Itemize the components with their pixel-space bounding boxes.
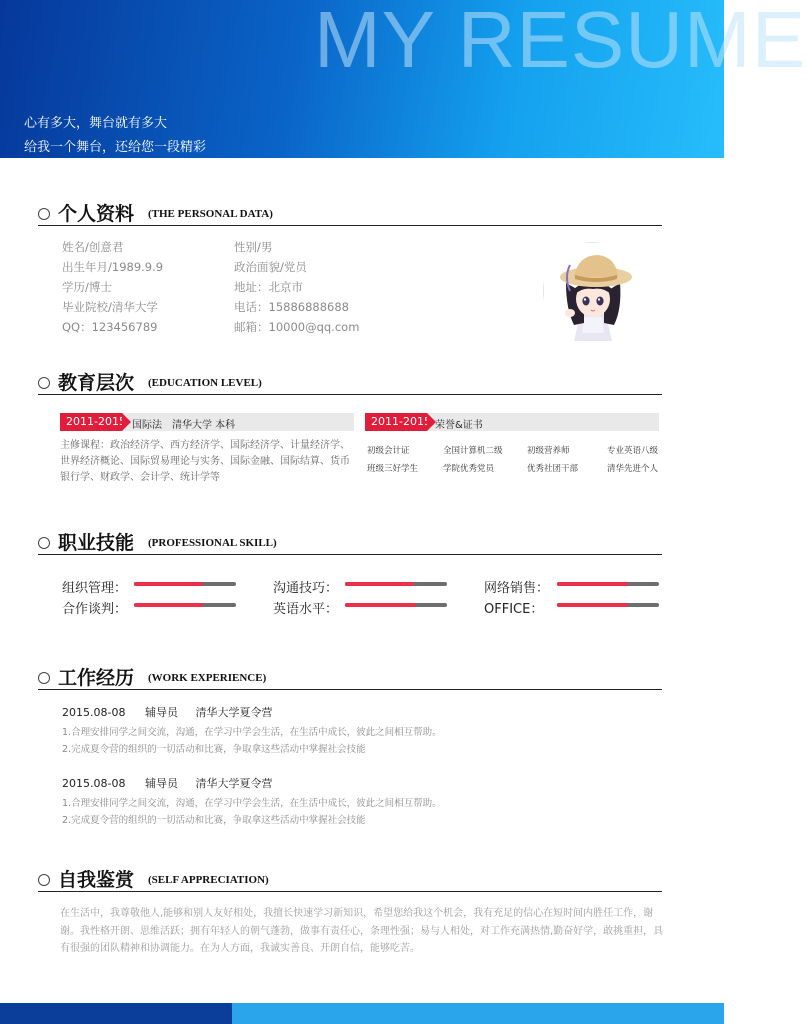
self-section-heading (38, 868, 662, 892)
skill-bar-fill (345, 603, 416, 607)
skill-label: 英语水平： (273, 602, 339, 617)
education-section-heading (38, 371, 662, 395)
politics-field: 政治面貌/党员 (234, 260, 307, 274)
period-tag: 2011-2015 (60, 413, 122, 431)
avatar (543, 242, 641, 340)
cert-item: 全国计算机二级 (443, 446, 503, 456)
work-role: 辅导员 (144, 706, 178, 719)
skill-label: OFFICE： (484, 602, 544, 617)
section-subtitle: (SELF APPRECIATION) (148, 874, 269, 886)
footer-bar-left (0, 1003, 232, 1024)
resume-title: MY RESUME (314, 0, 806, 84)
section-subtitle: (THE PERSONAL DATA) (148, 208, 273, 220)
school-label: 清华大学 本科 (172, 420, 236, 431)
work-entry-header (62, 704, 272, 720)
bullet-circle-icon (38, 537, 50, 549)
section-subtitle: (EDUCATION LEVEL) (148, 377, 262, 389)
email-field: 邮箱：10000@qq.com (234, 320, 360, 334)
cert-item: 学院优秀党员 (443, 464, 495, 474)
cert-item: 班级三好学生 (367, 464, 419, 474)
work-section-heading (38, 666, 662, 690)
address-field: 地址：北京市 (234, 280, 303, 294)
work-detail: 1.合理安排同学之间交流，沟通，在学习中学会生活，在生活中成长，彼此之间相互帮助。 (62, 727, 442, 738)
work-org: 清华大学夏令营 (195, 706, 273, 719)
skill-bar (557, 582, 659, 586)
section-title: 自我鉴赏 (58, 869, 135, 891)
skill-bar-fill (557, 603, 628, 607)
skill-bar (345, 603, 447, 607)
section-title: 工作经历 (58, 667, 135, 689)
honors-bar (365, 413, 659, 431)
skill-label: 沟通技巧： (273, 581, 339, 596)
self-appreciation-text: 在生活中，我尊敬他人,能够和别人友好相处，我擅长快速学习新知识，希望您给我这个机会，我有充足的信心在短时间内胜任工作，谢谢。我性格开朗、思维活跃；拥有年轻人的朝气蓬勃，做事有责任心，条理性强；易与人相处，对工作充满热情,勤奋好学，敢挑重担，具有很强的团队精神和协调能力。在为人方面，我诚实善良、开朗自信，能够吃苦。 (60, 908, 664, 954)
skill-label: 组织管理： (62, 581, 128, 596)
skill-bar (557, 603, 659, 607)
cert-item: 初级营养师 (527, 446, 570, 456)
bullet-circle-icon (38, 672, 50, 684)
section-title: 职业技能 (58, 532, 135, 554)
qq-field: QQ：123456789 (62, 320, 158, 334)
skill-bar-fill (134, 582, 203, 586)
skill-bar-fill (134, 603, 203, 607)
cert-item: 清华先进个人 (607, 464, 659, 474)
bullet-circle-icon (38, 377, 50, 389)
cert-item: 优秀社团干部 (527, 464, 579, 474)
header-banner (0, 0, 806, 158)
bullet-circle-icon (38, 874, 50, 886)
work-org: 清华大学夏令营 (195, 777, 273, 790)
period-tag: 2011-2015 (365, 413, 427, 431)
skill-bar (345, 582, 447, 586)
work-date: 2015.08-08 (62, 706, 126, 719)
courses-text: 主修课程：政治经济学、西方经济学、国际经济学、计量经济学、世界经济概论、国际贸易理论与实务、国际金融、国际结算、货币银行学、财政学、会计学、统计学等 (60, 440, 350, 483)
personal-section-heading (38, 202, 662, 226)
section-subtitle: (WORK EXPERIENCE) (148, 672, 267, 684)
work-detail: 2.完成夏令营的组织的一切活动和比赛，争取拿这些活动中掌握社会技能 (62, 744, 366, 755)
slogan-line-2: 给我一个舞台，还给您一段精彩 (24, 140, 207, 155)
bullet-circle-icon (38, 208, 50, 220)
major-label: 国际法 (132, 420, 162, 431)
work-entry-header (62, 775, 272, 791)
skill-label: 网络销售： (484, 581, 550, 596)
skill-label: 合作谈判： (62, 602, 128, 617)
skill-bar (134, 603, 236, 607)
skills-section-heading (38, 531, 662, 555)
gender-field: 性别/男 (234, 240, 273, 254)
skill-bar-fill (345, 582, 414, 586)
slogan-line-1: 心有多大，舞台就有多大 (24, 116, 168, 131)
skill-bar-fill (557, 582, 628, 586)
work-role: 辅导员 (144, 777, 178, 790)
cert-item: 专业英语八级 (607, 446, 659, 456)
education-degree-bar (60, 413, 354, 431)
work-detail: 1.合理安排同学之间交流，沟通，在学习中学会生活，在生活中成长，彼此之间相互帮助。 (62, 798, 442, 809)
section-subtitle: (PROFESSIONAL SKILL) (148, 537, 277, 549)
section-title: 教育层次 (58, 372, 135, 394)
school-field: 毕业院校/清华大学 (62, 300, 158, 314)
honors-label: 荣誉&证书 (435, 420, 483, 431)
avatar-illustration-icon (544, 243, 642, 341)
work-date: 2015.08-08 (62, 777, 126, 790)
work-detail: 2.完成夏令营的组织的一切活动和比赛，争取拿这些活动中掌握社会技能 (62, 815, 366, 826)
cert-item: 初级会计证 (367, 446, 410, 456)
phone-field: 电话：15886888688 (234, 300, 349, 314)
footer-bar-right (232, 1003, 724, 1024)
skill-bar (134, 582, 236, 586)
degree-field: 学历/博士 (62, 280, 112, 294)
birth-field: 出生年月/1989.9.9 (62, 260, 164, 274)
name-field: 姓名/创意君 (62, 240, 124, 254)
section-title: 个人资料 (58, 203, 135, 225)
